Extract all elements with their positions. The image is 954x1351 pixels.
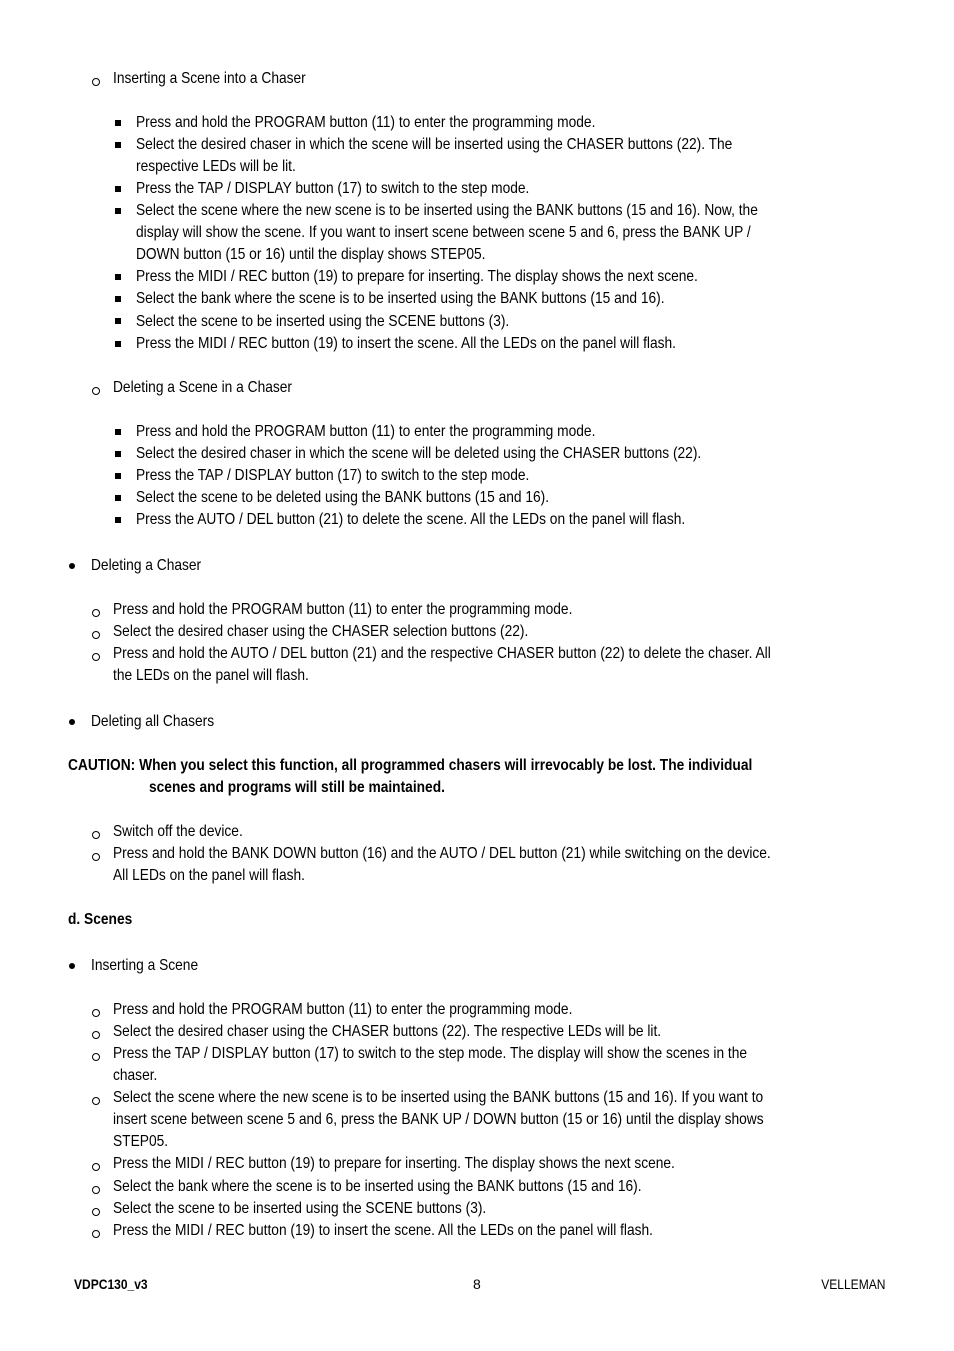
step-text: Press the MIDI / REC button (19) to prepare for inserting. The display shows the next scene. xyxy=(113,1155,675,1172)
step-text: Select the desired chaser using the CHASER buttons (22). The respective LEDs will be lit. xyxy=(113,1023,662,1040)
circle-bullet-icon xyxy=(92,631,100,639)
step-text: Press the MIDI / REC button (19) to insert the scene. All the LEDs on the panel will flash. xyxy=(113,1222,653,1239)
step-text: display will show the scene. If you want to insert scene between scene 5 and 6, press the BANK UP / xyxy=(136,224,751,241)
step-text: Select the scene to be inserted using the SCENE buttons (3). xyxy=(136,313,510,330)
dot-bullet-icon xyxy=(69,963,75,969)
footer-brand: VELLEMAN xyxy=(821,1276,886,1292)
step-text: Press and hold the PROGRAM button (11) to enter the programming mode. xyxy=(136,423,596,440)
step-text: Press and hold the PROGRAM button (11) to enter the programming mode. xyxy=(136,114,596,131)
step-text: Select the bank where the scene is to be inserted using the BANK buttons (15 and 16). xyxy=(136,290,665,307)
step-text: STEP05. xyxy=(113,1133,169,1150)
step-text: Press and hold the AUTO / DEL button (21) and the respective CHASER button (22) to delete the chaser. All xyxy=(113,645,771,662)
circle-bullet-icon xyxy=(92,853,100,861)
step-text: DOWN button (15 or 16) until the display shows STEP05. xyxy=(136,246,486,263)
circle-bullet-icon xyxy=(92,1009,100,1017)
step-text: Press and hold the PROGRAM button (11) to enter the programming mode. xyxy=(113,601,573,618)
step-text: the LEDs on the panel will flash. xyxy=(113,667,309,684)
step-text: Press the MIDI / REC button (19) to insert the scene. All the LEDs on the panel will flash. xyxy=(136,335,676,352)
step-text: Press the TAP / DISPLAY button (17) to switch to the step mode. xyxy=(136,467,530,484)
section-title-scenes: d. Scenes xyxy=(68,911,133,928)
circle-bullet-icon xyxy=(92,1163,100,1171)
circle-bullet-icon xyxy=(92,831,100,839)
step-text: Select the scene where the new scene is to be inserted using the BANK buttons (15 and 16). Now, the xyxy=(136,202,758,219)
step-text: Select the desired chaser using the CHASER selection buttons (22). xyxy=(113,623,529,640)
circle-bullet-icon xyxy=(92,609,100,617)
subheading-insert-scene-chaser: Inserting a Scene into a Chaser xyxy=(113,70,306,87)
step-text: Press the MIDI / REC button (19) to prepare for inserting. The display shows the next scene. xyxy=(136,268,698,285)
square-bullet-icon xyxy=(115,517,121,523)
footer-page-number: 8 xyxy=(473,1276,481,1292)
step-text: respective LEDs will be lit. xyxy=(136,158,296,175)
circle-bullet-icon xyxy=(92,1230,100,1238)
circle-bullet-icon xyxy=(92,1186,100,1194)
step-text: Select the desired chaser in which the scene will be deleted using the CHASER buttons (22). xyxy=(136,445,702,462)
circle-bullet-icon xyxy=(92,1208,100,1216)
step-text: All LEDs on the panel will flash. xyxy=(113,867,305,884)
square-bullet-icon xyxy=(115,208,121,214)
square-bullet-icon xyxy=(115,341,121,347)
dot-bullet-icon xyxy=(69,719,75,725)
step-text: Press the AUTO / DEL button (21) to delete the scene. All the LEDs on the panel will flash. xyxy=(136,511,686,528)
step-text: Press and hold the BANK DOWN button (16) and the AUTO / DEL button (21) while switching on the device. xyxy=(113,845,771,862)
step-text: chaser. xyxy=(113,1067,158,1084)
heading-delete-chaser: Deleting a Chaser xyxy=(91,557,202,574)
circle-bullet-icon xyxy=(92,78,100,86)
step-text: Select the bank where the scene is to be inserted using the BANK buttons (15 and 16). xyxy=(113,1178,642,1195)
heading-insert-scene: Inserting a Scene xyxy=(91,957,199,974)
square-bullet-icon xyxy=(115,186,121,192)
square-bullet-icon xyxy=(115,495,121,501)
dot-bullet-icon xyxy=(69,563,75,569)
heading-delete-all-chasers: Deleting all Chasers xyxy=(91,713,215,730)
circle-bullet-icon xyxy=(92,1031,100,1039)
step-text: Press the TAP / DISPLAY button (17) to switch to the step mode. xyxy=(136,180,530,197)
square-bullet-icon xyxy=(115,451,121,457)
square-bullet-icon xyxy=(115,473,121,479)
square-bullet-icon xyxy=(115,318,121,324)
step-text: Press the TAP / DISPLAY button (17) to switch to the step mode. The display will show the scenes in the xyxy=(113,1045,748,1062)
step-text: insert scene between scene 5 and 6, press the BANK UP / DOWN button (15 or 16) until the display shows xyxy=(113,1111,764,1128)
square-bullet-icon xyxy=(115,296,121,302)
square-bullet-icon xyxy=(115,142,121,148)
circle-bullet-icon xyxy=(92,1053,100,1061)
square-bullet-icon xyxy=(115,120,121,126)
circle-bullet-icon xyxy=(92,387,100,395)
step-text: Switch off the device. xyxy=(113,823,243,840)
step-text: Press and hold the PROGRAM button (11) to enter the programming mode. xyxy=(113,1001,573,1018)
step-text: Select the scene to be deleted using the BANK buttons (15 and 16). xyxy=(136,489,550,506)
subheading-delete-scene-chaser: Deleting a Scene in a Chaser xyxy=(113,379,292,396)
circle-bullet-icon xyxy=(92,1097,100,1105)
caution-text: CAUTION: When you select this function, all programmed chasers will irrevocably be lost. The individual xyxy=(68,757,753,774)
step-text: Select the scene to be inserted using the SCENE buttons (3). xyxy=(113,1200,487,1217)
caution-text-continued: scenes and programs will still be maintained. xyxy=(149,779,445,796)
square-bullet-icon xyxy=(115,274,121,280)
step-text: Select the desired chaser in which the scene will be inserted using the CHASER buttons (22). The xyxy=(136,136,733,153)
square-bullet-icon xyxy=(115,429,121,435)
footer-model: VDPC130_v3 xyxy=(73,1276,148,1292)
step-text: Select the scene where the new scene is to be inserted using the BANK buttons (15 and 16). If you want to xyxy=(113,1089,764,1106)
circle-bullet-icon xyxy=(92,653,100,661)
